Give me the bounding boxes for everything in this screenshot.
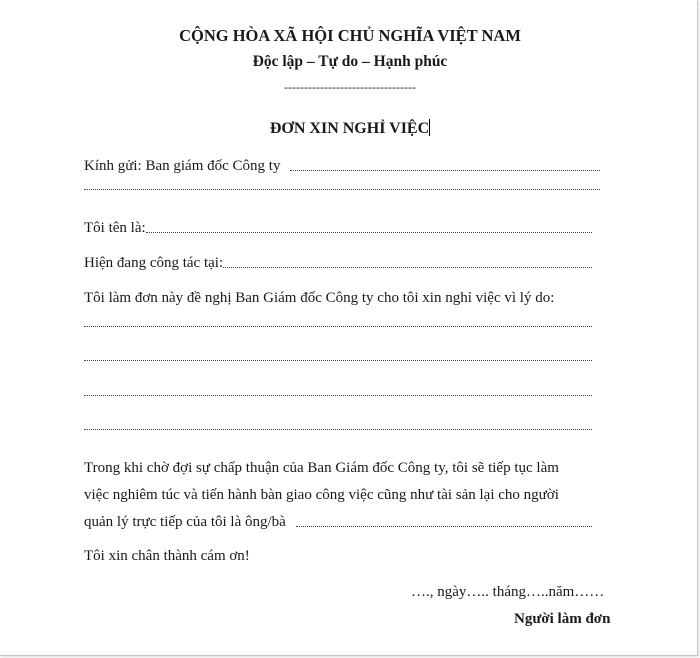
fill-dots xyxy=(84,428,592,430)
date-line: …., ngày….. tháng…..năm…… xyxy=(411,584,605,600)
reason-line-3[interactable] xyxy=(84,394,592,400)
recipient-label: Kính gửi: Ban giám đốc Công ty xyxy=(84,158,281,174)
workplace-line[interactable] xyxy=(84,255,592,272)
name-label: Tôi tên là: xyxy=(84,220,146,236)
signer-label: Người làm đơn xyxy=(514,611,611,627)
thanks-text: Tôi xin chân thành cám ơn! xyxy=(84,548,250,564)
fill-dots xyxy=(290,169,600,171)
reason-line-4[interactable] xyxy=(84,428,592,434)
motto: Độc lập – Tự do – Hạnh phúc xyxy=(252,53,448,70)
recipient-line-2[interactable] xyxy=(84,188,600,194)
manager-label: quản lý trực tiếp của tôi là ông/bà xyxy=(84,514,286,530)
name-line[interactable] xyxy=(84,220,592,237)
text-cursor xyxy=(429,119,430,136)
nation-heading: CỘNG HÒA XÃ HỘI CHỦ NGHĨA VIỆT NAM xyxy=(179,26,521,45)
handover-text-2: việc nghiêm túc và tiến hành bàn giao công việc cũng như tài sản lại cho người xyxy=(84,487,559,503)
handover-text-1: Trong khi chờ đợi sự chấp thuận của Ban Giám đốc Công ty, tôi sẽ tiếp tục làm xyxy=(84,460,559,476)
fill-dots xyxy=(223,266,592,268)
document-title xyxy=(0,119,700,138)
fill-dots xyxy=(84,188,600,190)
fill-dots xyxy=(84,359,592,361)
fill-dots xyxy=(296,525,592,527)
reason-intro: Tôi làm đơn này đề nghị Ban Giám đốc Công ty cho tôi xin nghỉ việc vì lý do: xyxy=(84,290,555,306)
fill-dots xyxy=(84,325,592,327)
reason-line-1[interactable] xyxy=(84,325,592,331)
workplace-label: Hiện đang công tác tại: xyxy=(84,255,224,271)
fill-dots xyxy=(146,231,592,233)
separator: --------------------------------- xyxy=(284,80,416,94)
fill-dots xyxy=(84,394,592,396)
manager-line[interactable] xyxy=(84,514,592,531)
title-text: ĐƠN XIN NGHỈ VIỆC xyxy=(269,120,430,137)
recipient-line[interactable] xyxy=(84,158,600,175)
reason-line-2[interactable] xyxy=(84,359,592,365)
